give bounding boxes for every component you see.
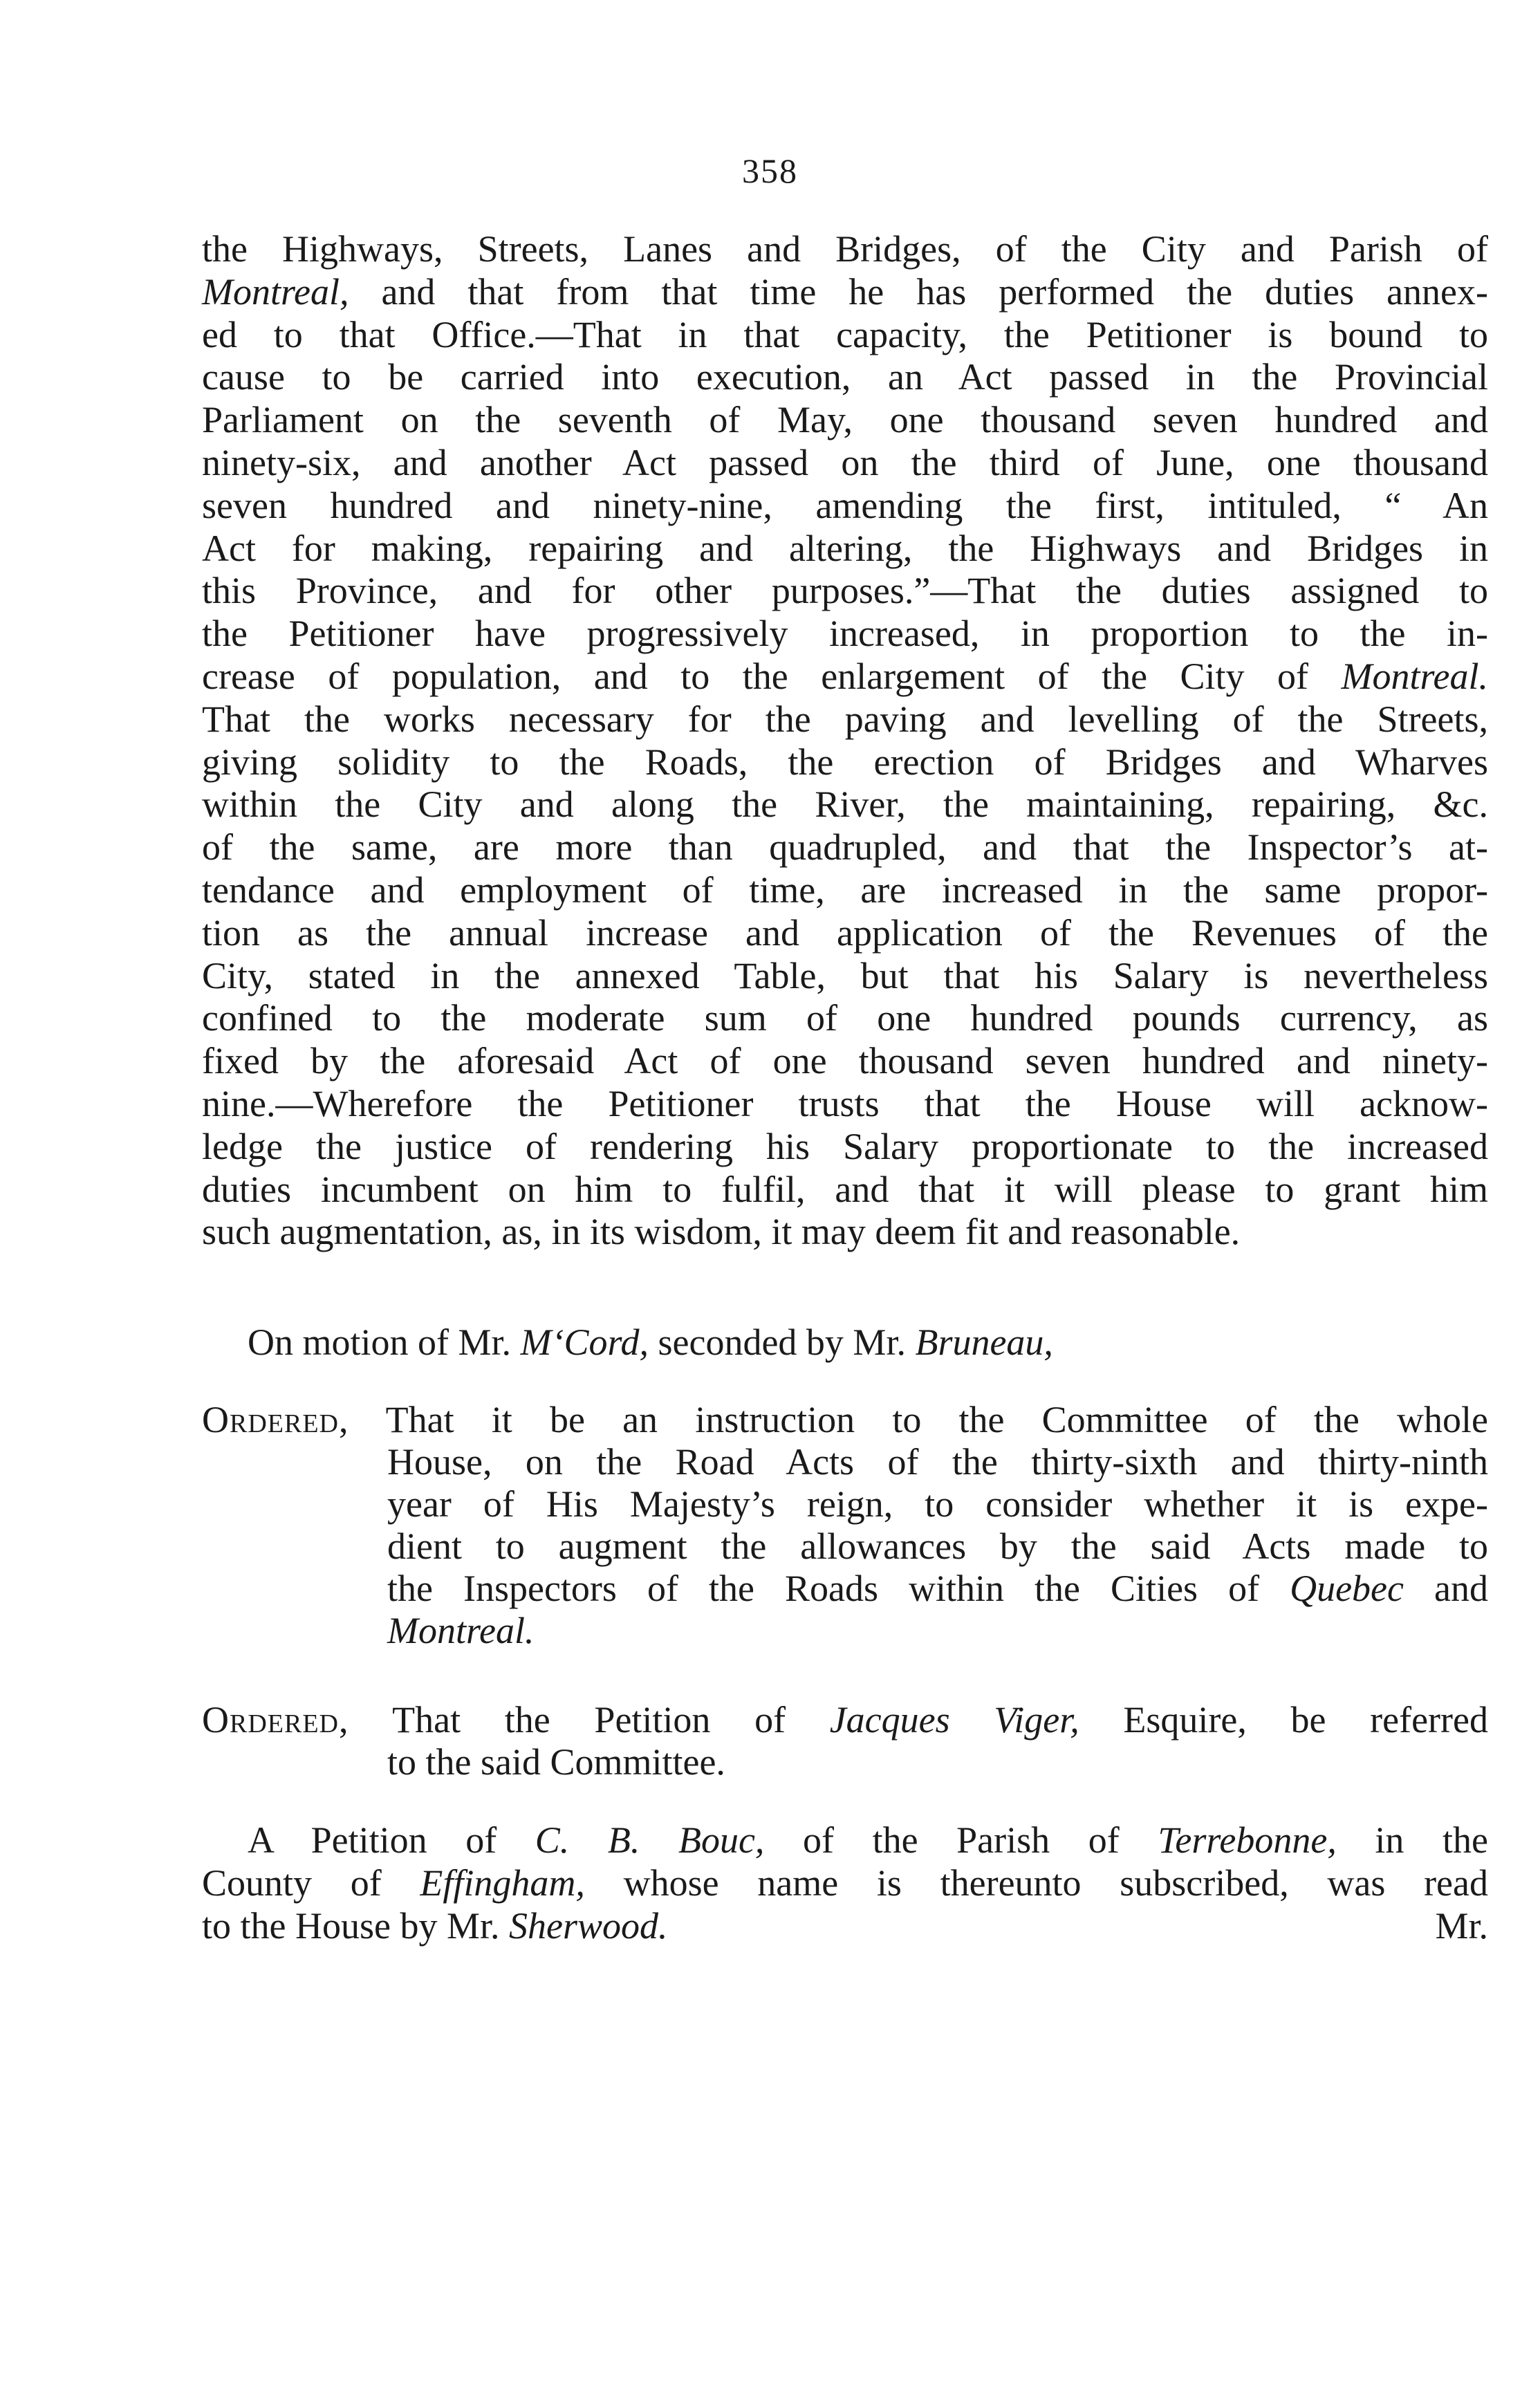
text-line: cause to be carried into execution, an Act passed in the Provincial — [202, 356, 1488, 398]
text-line — [202, 1819, 1488, 1862]
text-line: the Highways, Streets, Lanes and Bridges, of the City and Parish of — [202, 228, 1488, 270]
text-fragment: County of — [202, 1862, 420, 1904]
text-line: tion as the annual increase and application of the Revenues of the — [202, 911, 1488, 954]
text-line: ed to that Office.—That in that capacity, the Petitioner is bound to — [202, 313, 1488, 355]
text-fragment: in the — [1336, 1819, 1488, 1861]
motion-line — [248, 1321, 1053, 1364]
text-fragment: A Petition of — [248, 1819, 535, 1861]
text-line — [202, 1610, 1488, 1652]
catchword: Mr. — [1435, 1905, 1488, 1947]
text-line: Act for making, repairing and altering, the Highways and Bridges in — [202, 527, 1488, 569]
petition-paragraph — [202, 228, 1488, 1254]
text-fragment: to the House by Mr. — [202, 1905, 509, 1947]
text-line: dient to augment the allowances by the said Acts made to — [387, 1525, 1488, 1567]
text-line — [202, 1399, 1488, 1441]
text-line: Parliament on the seventh of May, one thousand seven hundred and — [202, 399, 1488, 441]
text-fragment: and — [1404, 1568, 1488, 1609]
text-line: City, stated in the annexed Table, but that his Salary is nevertheless — [202, 954, 1488, 996]
ordered-label: Ordered, — [202, 1699, 349, 1741]
petition-paragraph-bouc — [202, 1819, 1488, 1947]
order-instruction — [202, 1399, 1488, 1652]
italic-place-name: Effingham, — [420, 1862, 585, 1904]
text-fragment: That it be an instruction to the Committee of the whole — [349, 1399, 1488, 1440]
petitioner-name: C. B. Bouc, — [535, 1819, 765, 1861]
motion-prefix: On motion of Mr. — [248, 1321, 521, 1363]
text-line: nine.—Wherefore the Petitioner trusts that the House will acknow- — [202, 1082, 1488, 1124]
motion-middle: seconded by Mr. — [649, 1321, 916, 1363]
text-line: seven hundred and ninety-nine, amending the first, intituled, “ An — [202, 484, 1488, 526]
text-line: giving solidity to the Roads, the erection of Bridges and Wharves — [202, 741, 1488, 783]
text-line: year of His Majesty’s reign, to consider whether it is expe- — [387, 1483, 1488, 1525]
page-number: 358 — [742, 151, 798, 190]
petitioner-name: Jacques Viger, — [829, 1699, 1079, 1741]
text-line: within the City and along the River, the maintaining, repairing, &c. — [202, 783, 1488, 826]
text-line: to the said Committee. — [387, 1741, 725, 1783]
text-line: House, on the Road Acts of the thirty-sixth and thirty-ninth — [387, 1441, 1488, 1483]
text-line — [202, 1568, 1488, 1610]
text-fragment: of the Parish of — [764, 1819, 1158, 1861]
text-line: such augmentation, as, in its wisdom, it may deem fit and reasonable. — [202, 1211, 1241, 1253]
text-line: this Province, and for other purposes.”—That the duties assigned to — [202, 570, 1488, 612]
text-line — [202, 1699, 1488, 1741]
text-line: ninety-six, and another Act passed on the third of June, one thousand — [202, 441, 1488, 483]
text-line — [202, 1862, 1488, 1904]
text-line: ledge the justice of rendering his Salary proportionate to the increased — [202, 1125, 1488, 1167]
reader-name: Sherwood. — [508, 1905, 668, 1947]
text-line: confined to the moderate sum of one hundred pounds currency, as — [202, 997, 1488, 1039]
text-line: duties incumbent on him to fulfil, and that it will please to grant him — [202, 1168, 1488, 1210]
italic-place-name: Montreal, — [202, 270, 349, 313]
italic-place-name: Terrebonne, — [1158, 1819, 1337, 1861]
order-referral — [202, 1699, 1488, 1783]
text-line: of the same, are more than quadrupled, and that the Inspector’s at- — [202, 826, 1488, 869]
ordered-label: Ordered, — [202, 1399, 349, 1440]
mover-name: M‘Cord, — [520, 1321, 649, 1363]
seconder-name: Bruneau, — [915, 1321, 1053, 1363]
text-fragment: crease of population, and to the enlargement of the City of — [202, 655, 1342, 697]
text-fragment: Esquire, be referred — [1079, 1699, 1488, 1741]
text-fragment: That the Petition of — [349, 1699, 830, 1741]
text-line — [202, 1904, 1488, 1947]
italic-place-name: Quebec — [1290, 1568, 1404, 1609]
italic-place-name: Montreal. — [1341, 655, 1488, 697]
text-line — [202, 656, 1488, 698]
text-fragment: and that from that time he has performed the duties annex- — [349, 270, 1488, 313]
text-line: the Petitioner have progressively increased, in proportion to the in- — [202, 613, 1488, 655]
text-line: That the works necessary for the paving and levelling of the Streets, — [202, 698, 1488, 740]
text-line — [202, 271, 1488, 314]
text-line: fixed by the aforesaid Act of one thousand seven hundred and ninety- — [202, 1040, 1488, 1082]
text-fragment: whose name is thereunto subscribed, was read — [584, 1862, 1488, 1904]
text-fragment: the Inspectors of the Roads within the Cities of — [387, 1568, 1290, 1609]
text-line: tendance and employment of time, are increased in the same propor- — [202, 869, 1488, 911]
italic-place-name: Montreal. — [387, 1610, 535, 1651]
